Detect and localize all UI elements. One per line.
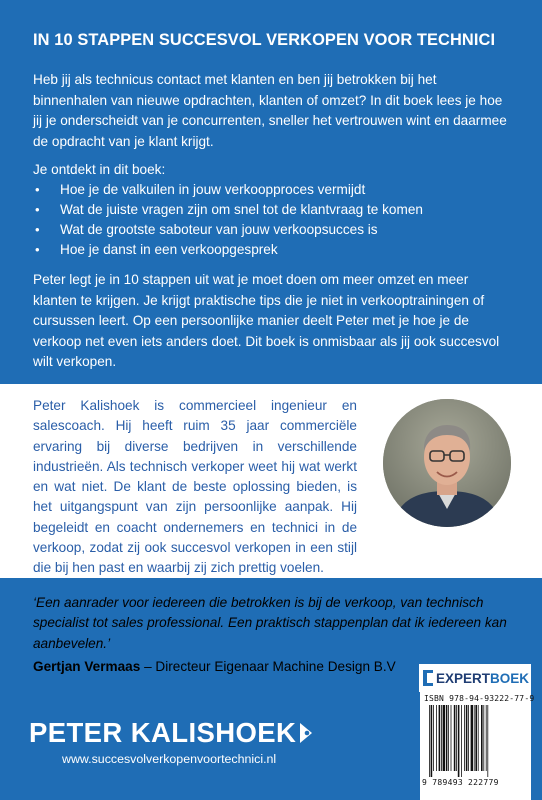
- testimonial-quote: ‘Een aanrader voor iedereen die betrokken is bij de verkoop, van technisch specialist tot sales professional. Een praktisch stappenplan dat ik iedereen kan aanbevelen.’: [33, 595, 507, 651]
- website-url: www.succesvolverkopenvoortechnici.nl: [62, 752, 277, 766]
- intro-paragraph: Heb jij als technicus contact met klanten en ben jij betrokken bij het binnenhalen van nieuwe opdrachten, klanten of omzet? In dit boek lees je hoe jij je onderscheidt van je concurrenten, sneller het vertrouwen wint en daarmee de opdracht van je klant krijgt.: [33, 72, 507, 149]
- book-title: IN 10 STAPPEN SUCCESVOL VERKOPEN VOOR TECHNICI: [33, 31, 496, 49]
- author-brand-mark-icon: [298, 722, 314, 744]
- discover-heading: Je ontdekt in dit boek:: [33, 162, 166, 177]
- bullet-icon: •: [35, 182, 40, 197]
- list-item-text: Hoe je danst in een verkoopgesprek: [60, 242, 278, 257]
- bullet-icon: •: [35, 242, 40, 257]
- summary-paragraph: Peter legt je in 10 stappen uit wat je moet doen om meer omzet en meer klanten te krijgen. Je krijgt praktische tips die je niet in verkooptrainingen of cursussen leert. Op een persoonlijke manier deelt Peter met je hoe je de verkoop net even iets anders doet. Dit boek is onmisbaar als jij ook succesvol wilt verkopen.: [33, 272, 500, 369]
- author-logo: [29, 717, 314, 749]
- testimonial-attribution: [33, 659, 396, 674]
- list-item-text: Wat de grootste saboteur van jouw verkoopsucces is: [60, 222, 378, 237]
- list-item-text: Wat de juiste vragen zijn om snel tot de klantvraag te komen: [60, 202, 423, 217]
- author-bio: Peter Kalishoek is commercieel ingenieur en salescoach. Hij heeft ruim 35 jaar commerciële ervaring bij diverse bedrijven in verschillende industrieën. Als technisch verkoper weet hij wat werkt en wat niet. De klant de beste oplossing bieden, is het uitgangspunt van zijn persoonlijke aanpak. Hij begeleidt en coacht ondernemers en technici in de verkoop, zodat zij ook succesvol verkopen in een stijl die bij hen past en waarbij zij zich prettig voelen.: [33, 398, 357, 576]
- publisher-logo-part1: EXPERT: [436, 670, 491, 686]
- bullet-icon: •: [35, 202, 40, 217]
- discover-list: [33, 180, 513, 260]
- list-item: [33, 180, 513, 200]
- author-brand-name: PETER KALISHOEK: [29, 717, 297, 748]
- author-portrait-icon: [383, 399, 511, 527]
- isbn-label: ISBN 978-94-93222-77-9: [424, 694, 535, 703]
- list-item: [33, 240, 513, 260]
- bullet-icon: •: [35, 222, 40, 237]
- barcode-digits: 9 789493 222779: [422, 778, 499, 787]
- author-photo: [383, 399, 511, 527]
- barcode-icon: [428, 705, 528, 777]
- testimonial-name: Gertjan Vermaas: [33, 659, 141, 674]
- publisher-logo-part2: BOEK: [490, 670, 530, 686]
- testimonial-role: – Directeur Eigenaar Machine Design B.V: [140, 659, 396, 674]
- list-item: [33, 220, 513, 240]
- publisher-mark-icon: [423, 670, 433, 686]
- list-item-text: Hoe je de valkuilen in jouw verkoopproces vermijdt: [60, 182, 366, 197]
- publisher-logo: [419, 664, 531, 692]
- list-item: [33, 200, 513, 220]
- isbn-barcode-box: [420, 692, 535, 800]
